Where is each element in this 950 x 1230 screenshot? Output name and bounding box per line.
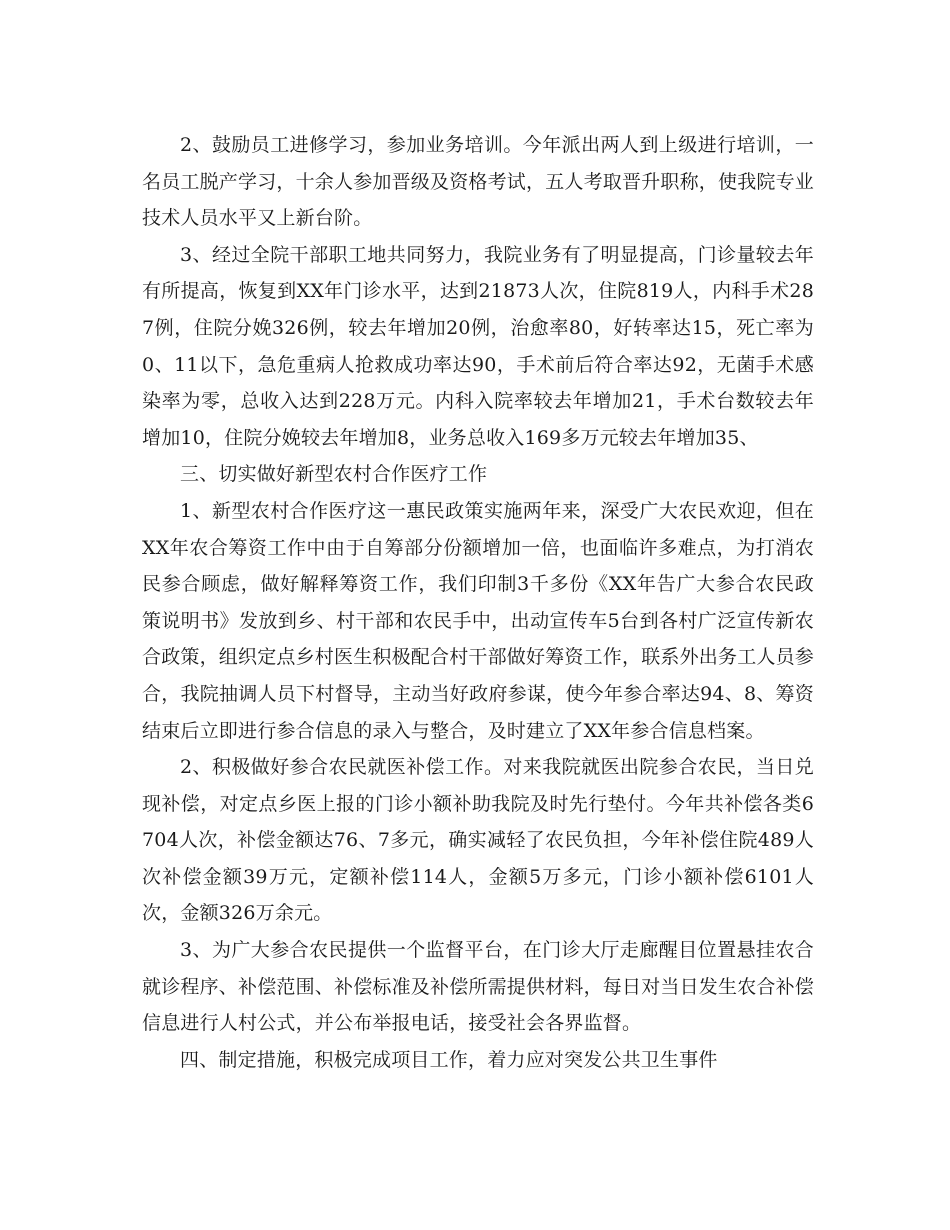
paragraph-staff-training: 2、鼓励员工进修学习，参加业务培训。今年派出两人到上级进行培训，一名员工脱产学习，十余人参加晋级及资格考试，五人考取晋升职称，使我院专业技术人员水平又上新台阶。 bbox=[142, 134, 815, 230]
paragraph-compensation: 2、积极做好参合农民就医补偿工作。对来我院就医出院参合农民，当日兑现补偿，对定点乡医上报的门诊小额补助我院及时先行垫付。今年共补偿各类6704人次，补偿金额达76、7多元，确实减轻了农民负担，今年补偿住院489人次补偿金额39万元，定额补偿114人，金额5万多元，门诊小额补偿6101人次，金额326万余元。 bbox=[142, 756, 814, 925]
paragraph-business-growth: 3、经过全院干部职工地共同努力，我院业务有了明显提高，门诊量较去年有所提高，恢复到XX年门诊水平，达到21873人次，住院819人，内科手术287例，住院分娩326例，较去年增加20例，治愈率80，好转率达15，死亡率为0、11以下，急危重病人抢救成功率达90，手术前后符合率达92，无菌手术感染率为零，总收入达到228万元。内科入院率较去年增加21，手术台数较去年增加10，住院分娩较去年增加8，业务总收入169多万元较去年增加35、 bbox=[142, 243, 814, 449]
section-heading-rural-medical-cooperation: 三、切实做好新型农村合作医疗工作 bbox=[180, 463, 488, 486]
document-body bbox=[142, 127, 814, 1078]
paragraph-supervision-platform: 3、为广大参合农民提供一个监督平台，在门诊大厅走廊醒目位置悬挂农合就诊程序、补偿范围、补偿标准及补偿所需提供材料，每日对当日发生农合补偿信息进行人村公式，并公布举报电话，接受社会各界监督。 bbox=[142, 939, 815, 1035]
section-heading-projects-public-health: 四、制定措施，积极完成项目工作，着力应对突发公共卫生事件 bbox=[180, 1048, 718, 1071]
paragraph-fund-raising: 1、新型农村合作医疗这一惠民政策实施两年来，深受广大农民欢迎，但在XX年农合筹资工作中由于自筹部分份额增加一倍，也面临许多难点，为打消农民参合顾虑，做好解释筹资工作，我们印制3千多份《XX年告广大参合农民政策说明书》发放到乡、村干部和农民手中，出动宣传车5台到各村广泛宣传新农合政策，组织定点乡村医生积极配合村干部做好筹资工作，联系外出务工人员参合，我院抽调人员下村督导，主动当好政府参谋，使今年参合率达94、8、筹资结束后立即进行参合信息的录入与整合，及时建立了XX年参合信息档案。 bbox=[142, 499, 815, 742]
